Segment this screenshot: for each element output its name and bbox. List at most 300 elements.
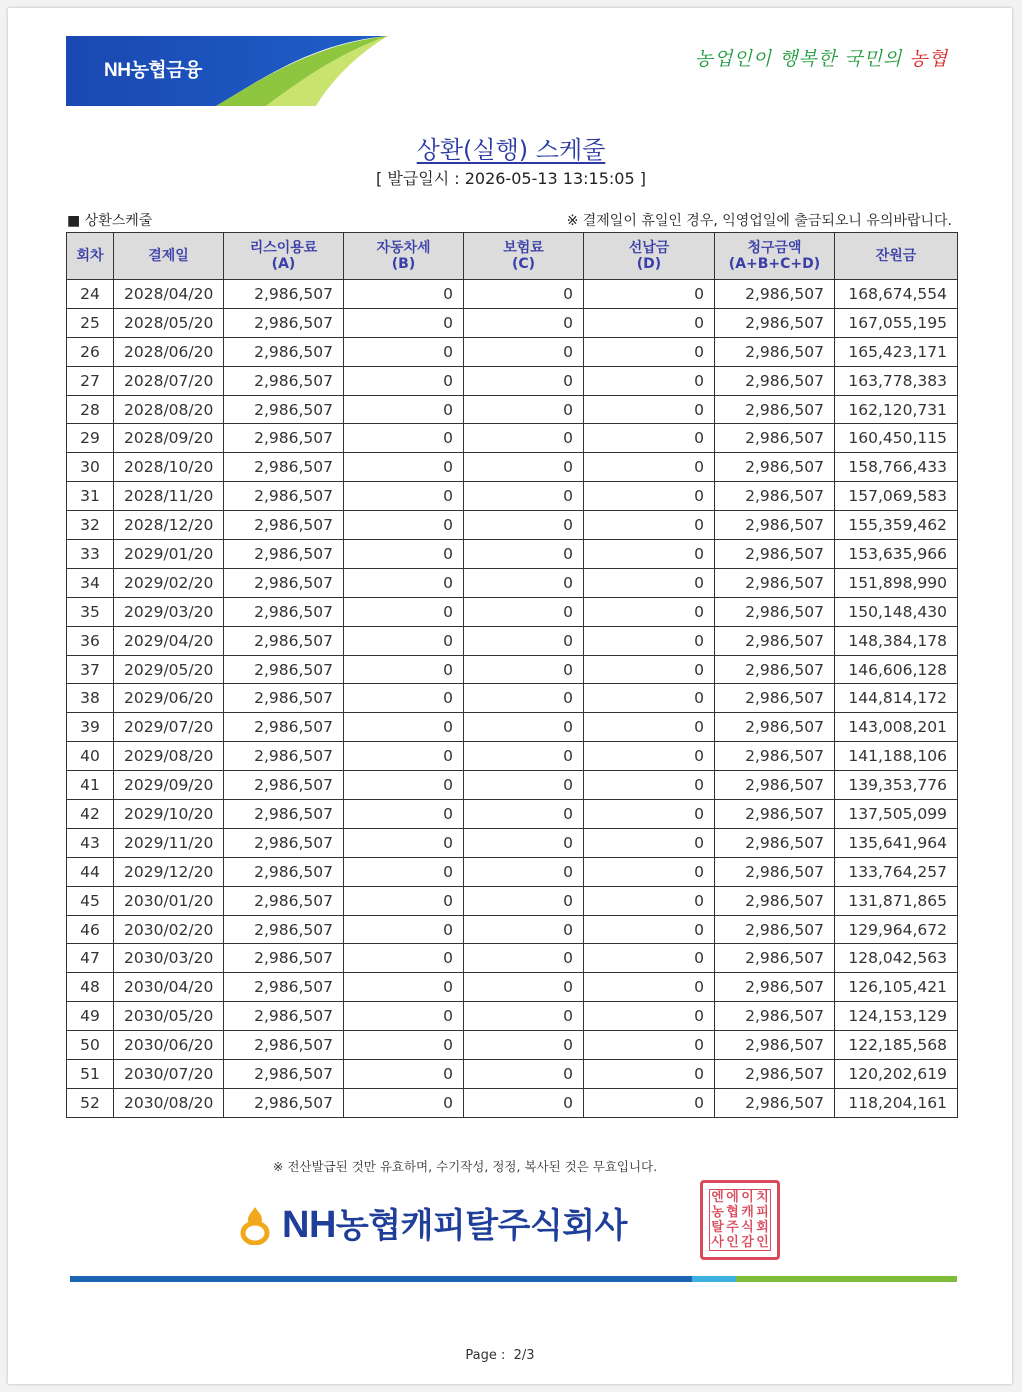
- cell-lease-fee: 2,986,507: [224, 1088, 344, 1117]
- cell-billed-amount: 2,986,507: [715, 742, 835, 771]
- cell-insurance: 0: [464, 511, 584, 540]
- header-sublabel: (B): [391, 256, 416, 272]
- cell-payment-date: 2028/06/20: [114, 337, 224, 366]
- cell-prepayment: 0: [584, 1088, 715, 1117]
- cell-insurance: 0: [464, 453, 584, 482]
- header-label: 선납금: [628, 240, 670, 256]
- cell-prepayment: 0: [584, 713, 715, 742]
- cell-round: 36: [67, 626, 114, 655]
- cell-prepayment: 0: [584, 1060, 715, 1089]
- cell-insurance: 0: [464, 337, 584, 366]
- cell-billed-amount: 2,986,507: [715, 828, 835, 857]
- cell-insurance: 0: [464, 828, 584, 857]
- cell-vehicle-tax: 0: [344, 482, 464, 511]
- cell-payment-date: 2028/09/20: [114, 424, 224, 453]
- cell-billed-amount: 2,986,507: [715, 280, 835, 309]
- cell-payment-date: 2029/09/20: [114, 771, 224, 800]
- header-label: 보험료: [503, 240, 544, 256]
- cell-prepayment: 0: [584, 828, 715, 857]
- cell-remaining-principal: 148,384,178: [835, 626, 958, 655]
- cell-billed-amount: 2,986,507: [715, 857, 835, 886]
- cell-payment-date: 2029/04/20: [114, 626, 224, 655]
- company-seal-icon: [700, 1180, 780, 1260]
- cell-vehicle-tax: 0: [344, 742, 464, 771]
- cell-round: 42: [67, 800, 114, 829]
- cell-round: 41: [67, 771, 114, 800]
- cell-round: 52: [67, 1088, 114, 1117]
- cell-vehicle-tax: 0: [344, 828, 464, 857]
- header-remaining-principal: [835, 233, 958, 280]
- header-payment-date: [114, 233, 224, 280]
- cell-vehicle-tax: 0: [344, 453, 464, 482]
- cell-insurance: 0: [464, 713, 584, 742]
- cell-insurance: 0: [464, 482, 584, 511]
- cell-round: 44: [67, 857, 114, 886]
- cell-round: 24: [67, 280, 114, 309]
- header-sublabel: (A): [271, 256, 296, 272]
- page-label: Page :: [465, 1348, 506, 1363]
- cell-vehicle-tax: 0: [344, 511, 464, 540]
- cell-insurance: 0: [464, 424, 584, 453]
- cell-round: 26: [67, 337, 114, 366]
- table-row: [67, 482, 958, 511]
- header-sublabel: (C): [511, 256, 536, 272]
- cell-lease-fee: 2,986,507: [224, 511, 344, 540]
- table-row: [67, 337, 958, 366]
- cell-lease-fee: 2,986,507: [224, 280, 344, 309]
- cell-vehicle-tax: 0: [344, 886, 464, 915]
- table-row: [67, 568, 958, 597]
- cell-payment-date: 2028/07/20: [114, 366, 224, 395]
- header-billed-amount: [715, 233, 835, 280]
- cell-lease-fee: 2,986,507: [224, 308, 344, 337]
- cell-lease-fee: 2,986,507: [224, 915, 344, 944]
- table-row: [67, 308, 958, 337]
- cell-prepayment: 0: [584, 337, 715, 366]
- header-label: 자동차세: [376, 240, 431, 256]
- cell-insurance: 0: [464, 684, 584, 713]
- cell-vehicle-tax: 0: [344, 857, 464, 886]
- cell-round: 51: [67, 1060, 114, 1089]
- cell-payment-date: 2029/03/20: [114, 597, 224, 626]
- cell-billed-amount: 2,986,507: [715, 1031, 835, 1060]
- cell-payment-date: 2029/02/20: [114, 568, 224, 597]
- cell-prepayment: 0: [584, 424, 715, 453]
- table-body: [67, 280, 958, 1118]
- cell-remaining-principal: 124,153,129: [835, 1002, 958, 1031]
- table-row: [67, 828, 958, 857]
- seal-char: 인: [726, 1235, 739, 1250]
- cell-lease-fee: 2,986,507: [224, 482, 344, 511]
- cell-prepayment: 0: [584, 973, 715, 1002]
- cell-prepayment: 0: [584, 655, 715, 684]
- seal-char: 농: [711, 1205, 724, 1220]
- cell-vehicle-tax: 0: [344, 1031, 464, 1060]
- cell-billed-amount: 2,986,507: [715, 453, 835, 482]
- cell-remaining-principal: 137,505,099: [835, 800, 958, 829]
- cell-prepayment: 0: [584, 597, 715, 626]
- cell-round: 47: [67, 944, 114, 973]
- cell-insurance: 0: [464, 973, 584, 1002]
- cell-insurance: 0: [464, 771, 584, 800]
- cell-payment-date: 2029/12/20: [114, 857, 224, 886]
- cell-payment-date: 2029/07/20: [114, 713, 224, 742]
- cell-insurance: 0: [464, 540, 584, 569]
- table-row: [67, 915, 958, 944]
- cell-payment-date: 2029/06/20: [114, 684, 224, 713]
- table-row: [67, 540, 958, 569]
- cell-billed-amount: 2,986,507: [715, 568, 835, 597]
- cell-remaining-principal: 120,202,619: [835, 1060, 958, 1089]
- header-vehicle-tax: [344, 233, 464, 280]
- cell-lease-fee: 2,986,507: [224, 568, 344, 597]
- cell-insurance: 0: [464, 886, 584, 915]
- cell-round: 29: [67, 424, 114, 453]
- cell-insurance: 0: [464, 597, 584, 626]
- seal-char: 식: [741, 1220, 754, 1235]
- table-row: [67, 626, 958, 655]
- table-row: [67, 944, 958, 973]
- cell-remaining-principal: 165,423,171: [835, 337, 958, 366]
- cell-remaining-principal: 126,105,421: [835, 973, 958, 1002]
- cell-billed-amount: 2,986,507: [715, 1088, 835, 1117]
- cell-payment-date: 2028/05/20: [114, 308, 224, 337]
- cell-billed-amount: 2,986,507: [715, 366, 835, 395]
- cell-vehicle-tax: 0: [344, 308, 464, 337]
- cell-insurance: 0: [464, 366, 584, 395]
- table-row: [67, 886, 958, 915]
- cell-payment-date: 2030/08/20: [114, 1088, 224, 1117]
- table-row: [67, 395, 958, 424]
- issued-datetime: [ 발급일시 : 2026-05-13 13:15:05 ]: [376, 169, 646, 188]
- header-lease-fee: [224, 233, 344, 280]
- cell-insurance: 0: [464, 1060, 584, 1089]
- cell-prepayment: 0: [584, 886, 715, 915]
- table-row: [67, 280, 958, 309]
- cell-remaining-principal: 158,766,433: [835, 453, 958, 482]
- header-insurance: [464, 233, 584, 280]
- cell-lease-fee: 2,986,507: [224, 1002, 344, 1031]
- cell-prepayment: 0: [584, 944, 715, 973]
- seal-char: 주: [726, 1220, 739, 1235]
- cell-payment-date: 2029/10/20: [114, 800, 224, 829]
- cell-payment-date: 2028/11/20: [114, 482, 224, 511]
- company-name-text: 농협캐피탈주식회사: [335, 1206, 627, 1246]
- cell-billed-amount: 2,986,507: [715, 973, 835, 1002]
- cell-prepayment: 0: [584, 280, 715, 309]
- cell-billed-amount: 2,986,507: [715, 944, 835, 973]
- table-row: [67, 742, 958, 771]
- cell-prepayment: 0: [584, 366, 715, 395]
- cell-lease-fee: 2,986,507: [224, 655, 344, 684]
- header-label: 청구금액: [747, 240, 802, 256]
- table-row: [67, 1088, 958, 1117]
- cell-remaining-principal: 157,069,583: [835, 482, 958, 511]
- cell-remaining-principal: 167,055,195: [835, 308, 958, 337]
- cell-insurance: 0: [464, 800, 584, 829]
- cell-vehicle-tax: 0: [344, 713, 464, 742]
- cell-payment-date: 2030/07/20: [114, 1060, 224, 1089]
- table-row: [67, 857, 958, 886]
- cell-remaining-principal: 144,814,172: [835, 684, 958, 713]
- cell-prepayment: 0: [584, 540, 715, 569]
- cell-prepayment: 0: [584, 684, 715, 713]
- page-title: 상환(실행) 스케줄: [416, 136, 606, 164]
- table-row: [67, 1031, 958, 1060]
- cell-prepayment: 0: [584, 453, 715, 482]
- cell-lease-fee: 2,986,507: [224, 828, 344, 857]
- section-label: ■ 상환스케줄: [67, 213, 153, 229]
- cell-remaining-principal: 153,635,966: [835, 540, 958, 569]
- repayment-schedule-table: [66, 232, 958, 1118]
- header-sublabel: (D): [636, 256, 662, 272]
- cell-vehicle-tax: 0: [344, 771, 464, 800]
- cell-remaining-principal: 135,641,964: [835, 828, 958, 857]
- cell-lease-fee: 2,986,507: [224, 713, 344, 742]
- table-row: [67, 655, 958, 684]
- cell-remaining-principal: 129,964,672: [835, 915, 958, 944]
- company-name-prefix: NH: [282, 1204, 336, 1246]
- cell-payment-date: 2030/06/20: [114, 1031, 224, 1060]
- table-row: [67, 453, 958, 482]
- cell-vehicle-tax: 0: [344, 366, 464, 395]
- cell-billed-amount: 2,986,507: [715, 655, 835, 684]
- cell-insurance: 0: [464, 655, 584, 684]
- cell-billed-amount: 2,986,507: [715, 771, 835, 800]
- cell-round: 37: [67, 655, 114, 684]
- cell-vehicle-tax: 0: [344, 655, 464, 684]
- cell-prepayment: 0: [584, 742, 715, 771]
- cell-insurance: 0: [464, 568, 584, 597]
- cell-prepayment: 0: [584, 626, 715, 655]
- cell-payment-date: 2030/03/20: [114, 944, 224, 973]
- cell-billed-amount: 2,986,507: [715, 511, 835, 540]
- cell-billed-amount: 2,986,507: [715, 800, 835, 829]
- cell-payment-date: 2028/04/20: [114, 280, 224, 309]
- cell-prepayment: 0: [584, 511, 715, 540]
- cell-billed-amount: 2,986,507: [715, 482, 835, 511]
- cell-vehicle-tax: 0: [344, 597, 464, 626]
- table-row: [67, 511, 958, 540]
- cell-billed-amount: 2,986,507: [715, 395, 835, 424]
- cell-vehicle-tax: 0: [344, 280, 464, 309]
- cell-payment-date: 2030/01/20: [114, 886, 224, 915]
- cell-billed-amount: 2,986,507: [715, 1060, 835, 1089]
- cell-prepayment: 0: [584, 800, 715, 829]
- seal-characters: [709, 1189, 771, 1251]
- cell-insurance: 0: [464, 626, 584, 655]
- cell-billed-amount: 2,986,507: [715, 886, 835, 915]
- seal-char: 에: [726, 1190, 739, 1205]
- cell-lease-fee: 2,986,507: [224, 453, 344, 482]
- cell-insurance: 0: [464, 915, 584, 944]
- cell-remaining-principal: 131,871,865: [835, 886, 958, 915]
- cell-prepayment: 0: [584, 915, 715, 944]
- cell-billed-amount: 2,986,507: [715, 684, 835, 713]
- cell-prepayment: 0: [584, 771, 715, 800]
- page-number: [0, 1348, 1000, 1363]
- cell-vehicle-tax: 0: [344, 424, 464, 453]
- header-round: [67, 233, 114, 280]
- cell-round: 27: [67, 366, 114, 395]
- footer-bar-blue: [70, 1276, 692, 1282]
- brand-name: NH농협금융: [104, 60, 202, 81]
- cell-vehicle-tax: 0: [344, 395, 464, 424]
- cell-round: 34: [67, 568, 114, 597]
- cell-insurance: 0: [464, 280, 584, 309]
- cell-payment-date: 2029/05/20: [114, 655, 224, 684]
- cell-payment-date: 2029/01/20: [114, 540, 224, 569]
- cell-round: 28: [67, 395, 114, 424]
- holiday-notice: ※ 결제일이 휴일인 경우, 익영업일에 출금되오니 유의바랍니다.: [566, 213, 952, 229]
- cell-vehicle-tax: 0: [344, 1060, 464, 1089]
- cell-billed-amount: 2,986,507: [715, 626, 835, 655]
- seal-char: 탈: [711, 1220, 724, 1235]
- cell-lease-fee: 2,986,507: [224, 366, 344, 395]
- cell-billed-amount: 2,986,507: [715, 308, 835, 337]
- cell-lease-fee: 2,986,507: [224, 424, 344, 453]
- cell-remaining-principal: 133,764,257: [835, 857, 958, 886]
- cell-payment-date: 2030/02/20: [114, 915, 224, 944]
- cell-payment-date: 2029/08/20: [114, 742, 224, 771]
- cell-lease-fee: 2,986,507: [224, 944, 344, 973]
- cell-billed-amount: 2,986,507: [715, 713, 835, 742]
- cell-lease-fee: 2,986,507: [224, 742, 344, 771]
- header-label: 회차: [76, 248, 104, 264]
- cell-remaining-principal: 118,204,161: [835, 1088, 958, 1117]
- cell-billed-amount: 2,986,507: [715, 337, 835, 366]
- cell-round: 32: [67, 511, 114, 540]
- cell-payment-date: 2030/05/20: [114, 1002, 224, 1031]
- seal-char: 감: [741, 1235, 754, 1250]
- cell-remaining-principal: 143,008,201: [835, 713, 958, 742]
- cell-payment-date: 2028/12/20: [114, 511, 224, 540]
- table-row: [67, 771, 958, 800]
- slogan-accent: 농협: [909, 48, 948, 70]
- header-label: 잔원금: [875, 248, 917, 264]
- cell-vehicle-tax: 0: [344, 1088, 464, 1117]
- cell-round: 40: [67, 742, 114, 771]
- cell-vehicle-tax: 0: [344, 540, 464, 569]
- table-row: [67, 424, 958, 453]
- cell-remaining-principal: 155,359,462: [835, 511, 958, 540]
- cell-round: 33: [67, 540, 114, 569]
- company-name: [282, 1198, 627, 1247]
- cell-round: 50: [67, 1031, 114, 1060]
- cell-billed-amount: 2,986,507: [715, 915, 835, 944]
- cell-vehicle-tax: 0: [344, 915, 464, 944]
- seal-char: 피: [756, 1205, 769, 1220]
- cell-payment-date: 2028/08/20: [114, 395, 224, 424]
- seal-char: 치: [756, 1190, 769, 1205]
- cell-insurance: 0: [464, 308, 584, 337]
- cell-payment-date: 2028/10/20: [114, 453, 224, 482]
- cell-vehicle-tax: 0: [344, 973, 464, 1002]
- cell-remaining-principal: 122,185,568: [835, 1031, 958, 1060]
- cell-remaining-principal: 160,450,115: [835, 424, 958, 453]
- cell-prepayment: 0: [584, 1031, 715, 1060]
- cell-lease-fee: 2,986,507: [224, 540, 344, 569]
- cell-prepayment: 0: [584, 308, 715, 337]
- cell-insurance: 0: [464, 1031, 584, 1060]
- cell-round: 38: [67, 684, 114, 713]
- table-row: [67, 800, 958, 829]
- cell-remaining-principal: 141,188,106: [835, 742, 958, 771]
- cell-round: 31: [67, 482, 114, 511]
- cell-prepayment: 0: [584, 482, 715, 511]
- cell-vehicle-tax: 0: [344, 568, 464, 597]
- table-row: [67, 713, 958, 742]
- header-sublabel: (A+B+C+D): [728, 256, 821, 272]
- slogan: [695, 44, 948, 71]
- cell-prepayment: 0: [584, 1002, 715, 1031]
- cell-lease-fee: 2,986,507: [224, 973, 344, 1002]
- cell-remaining-principal: 139,353,776: [835, 771, 958, 800]
- table-row: [67, 684, 958, 713]
- cell-lease-fee: 2,986,507: [224, 1060, 344, 1089]
- cell-lease-fee: 2,986,507: [224, 771, 344, 800]
- cell-remaining-principal: 163,778,383: [835, 366, 958, 395]
- slogan-text: 농업인이 행복한 국민의: [694, 48, 910, 70]
- cell-lease-fee: 2,986,507: [224, 1031, 344, 1060]
- cell-vehicle-tax: 0: [344, 626, 464, 655]
- table-row: [67, 1002, 958, 1031]
- cell-vehicle-tax: 0: [344, 800, 464, 829]
- nh-flame-logo-icon: [240, 1205, 270, 1245]
- cell-vehicle-tax: 0: [344, 684, 464, 713]
- table-header-row: [67, 233, 958, 280]
- seal-char: 사: [711, 1235, 724, 1250]
- table-row: [67, 597, 958, 626]
- cell-round: 49: [67, 1002, 114, 1031]
- header-prepayment: [584, 233, 715, 280]
- cell-billed-amount: 2,986,507: [715, 1002, 835, 1031]
- cell-round: 46: [67, 915, 114, 944]
- cell-round: 30: [67, 453, 114, 482]
- cell-insurance: 0: [464, 1002, 584, 1031]
- cell-vehicle-tax: 0: [344, 337, 464, 366]
- cell-billed-amount: 2,986,507: [715, 424, 835, 453]
- cell-insurance: 0: [464, 857, 584, 886]
- cell-remaining-principal: 146,606,128: [835, 655, 958, 684]
- cell-round: 39: [67, 713, 114, 742]
- seal-char: 회: [756, 1220, 769, 1235]
- cell-insurance: 0: [464, 742, 584, 771]
- cell-prepayment: 0: [584, 568, 715, 597]
- header-label: 결제일: [148, 248, 189, 264]
- cell-insurance: 0: [464, 395, 584, 424]
- cell-lease-fee: 2,986,507: [224, 626, 344, 655]
- cell-lease-fee: 2,986,507: [224, 886, 344, 915]
- footer-bar-green: [736, 1276, 957, 1282]
- cell-remaining-principal: 162,120,731: [835, 395, 958, 424]
- cell-lease-fee: 2,986,507: [224, 597, 344, 626]
- table-row: [67, 1060, 958, 1089]
- validity-notice: ※ 전산발급된 것만 유효하며, 수기작성, 정정, 복사된 것은 무효입니다.: [272, 1159, 658, 1174]
- cell-billed-amount: 2,986,507: [715, 597, 835, 626]
- cell-insurance: 0: [464, 944, 584, 973]
- cell-prepayment: 0: [584, 395, 715, 424]
- cell-round: 35: [67, 597, 114, 626]
- cell-lease-fee: 2,986,507: [224, 395, 344, 424]
- cell-lease-fee: 2,986,507: [224, 800, 344, 829]
- seal-char: 인: [756, 1235, 769, 1250]
- table-row: [67, 973, 958, 1002]
- seal-char: 캐: [741, 1205, 754, 1220]
- cell-prepayment: 0: [584, 857, 715, 886]
- cell-remaining-principal: 168,674,554: [835, 280, 958, 309]
- seal-char: 협: [726, 1205, 739, 1220]
